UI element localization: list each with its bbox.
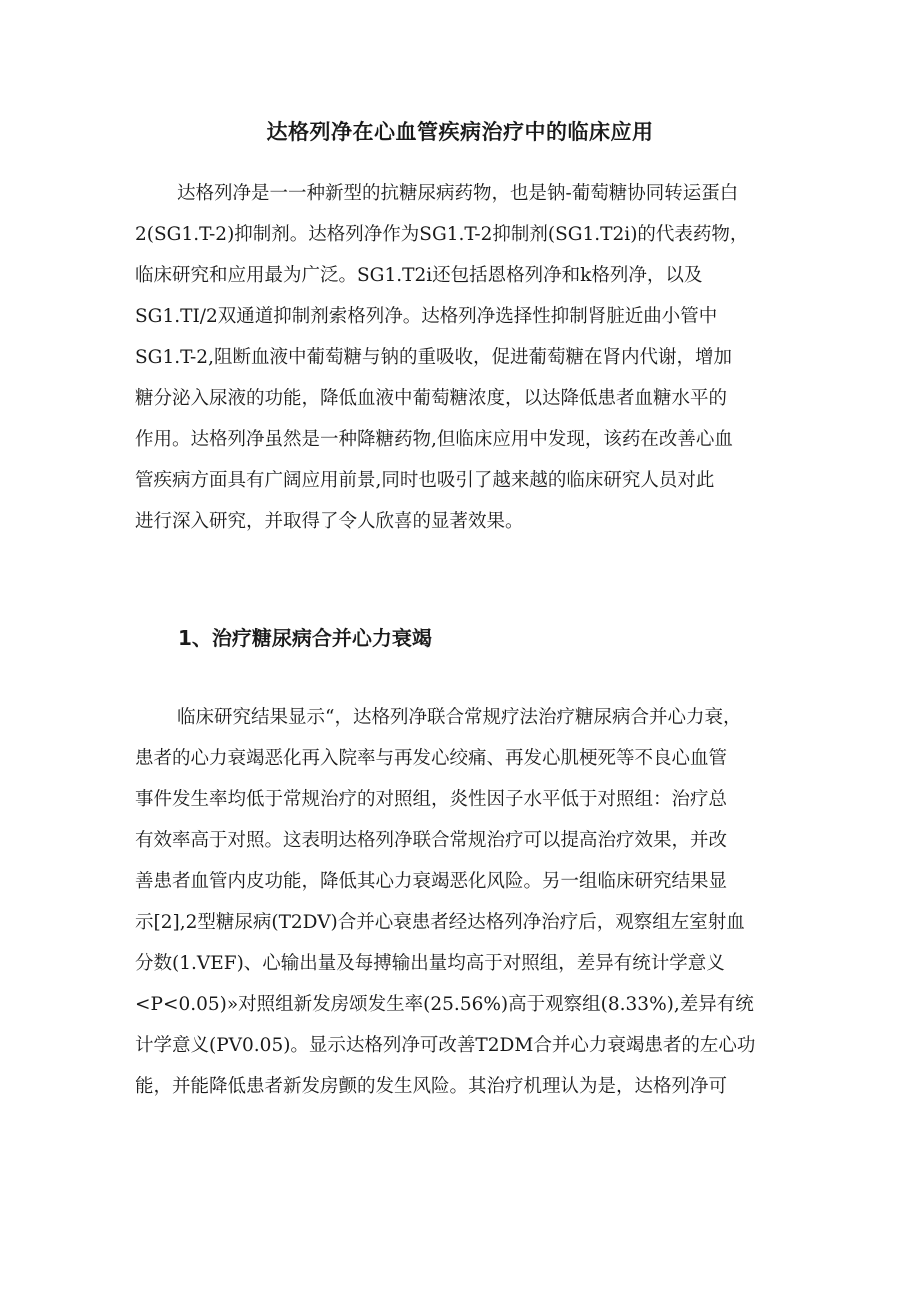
text-line: <P<0.05)»对照组新发房颂发生率(25.56%)高于观察组(8.33%),差异有统 bbox=[135, 994, 754, 1015]
text-line: 2(SG1.T-2)抑制剂。达格列净作为SG1.T-2抑制剂(SG1.T2i)的代表药物， bbox=[135, 224, 749, 245]
text-line: 临床研究和应用最为广泛。SG1.T2i还包括恩格列净和k格列净，以及 bbox=[135, 265, 703, 286]
text-line: 分数(1.VEF)、心输出量及每搏输出量均高于对照组，差异有统计学意义 bbox=[135, 953, 725, 974]
text-line: 达格列净是一一种新型的抗糖尿病药物，也是钠-葡萄糖协同转运蛋白 bbox=[177, 183, 739, 204]
text-line: 能，并能降低患者新发房颤的发生风险。其治疗机理认为是，达格列净可 bbox=[135, 1076, 728, 1097]
section-paragraph bbox=[135, 697, 805, 1107]
text-line: 患者的心力衰竭恶化再入院率与再发心绞痛、再发心肌梗死等不良心血管 bbox=[135, 748, 728, 769]
document-title: 达格列净在心血管疾病治疗中的临床应用 bbox=[266, 120, 654, 144]
text-line: SG1.T-2,阻断血液中葡萄糖与钠的重吸收，促进葡萄糖在肾内代谢，增加 bbox=[135, 347, 732, 368]
text-line: SG1.TI/2双通道抑制剂索格列净。达格列净选择性抑制肾脏近曲小管中 bbox=[135, 306, 718, 327]
text-line: 作用。达格列净虽然是一种降糖药物,但临床应用中发现，该药在改善心血 bbox=[135, 429, 733, 450]
intro-paragraph bbox=[135, 173, 805, 542]
section-heading: 1、治疗糖尿病合并心力衰竭 bbox=[178, 626, 432, 650]
text-line: 善患者血管内皮功能，降低其心力衰竭恶化风险。另一组临床研究结果显 bbox=[135, 871, 728, 892]
text-line: 糖分泌入尿液的功能，降低血液中葡萄糖浓度，以达降低患者血糖水平的 bbox=[135, 388, 728, 409]
text-line: 进行深入研究，并取得了令人欣喜的显著效果。 bbox=[135, 511, 524, 532]
text-line: 临床研究结果显示“，达格列净联合常规疗法治疗糖尿病合并心力衰， bbox=[177, 707, 742, 728]
text-line: 计学意义(PV0.05)。显示达格列净可改善T2DM合并心力衰竭患者的左心功 bbox=[135, 1035, 756, 1056]
text-line: 示[2],2型糖尿病(T2DV)合并心衰患者经达格列净治疗后，观察组左室射血 bbox=[135, 912, 745, 933]
text-line: 管疾病方面具有广阔应用前景,同时也吸引了越来越的临床研究人员对此 bbox=[135, 470, 715, 491]
text-line: 有效率高于对照。这表明达格列净联合常规治疗可以提高治疗效果，并改 bbox=[135, 830, 728, 851]
text-line: 事件发生率均低于常规治疗的对照组，炎性因子水平低于对照组：治疗总 bbox=[135, 789, 728, 810]
